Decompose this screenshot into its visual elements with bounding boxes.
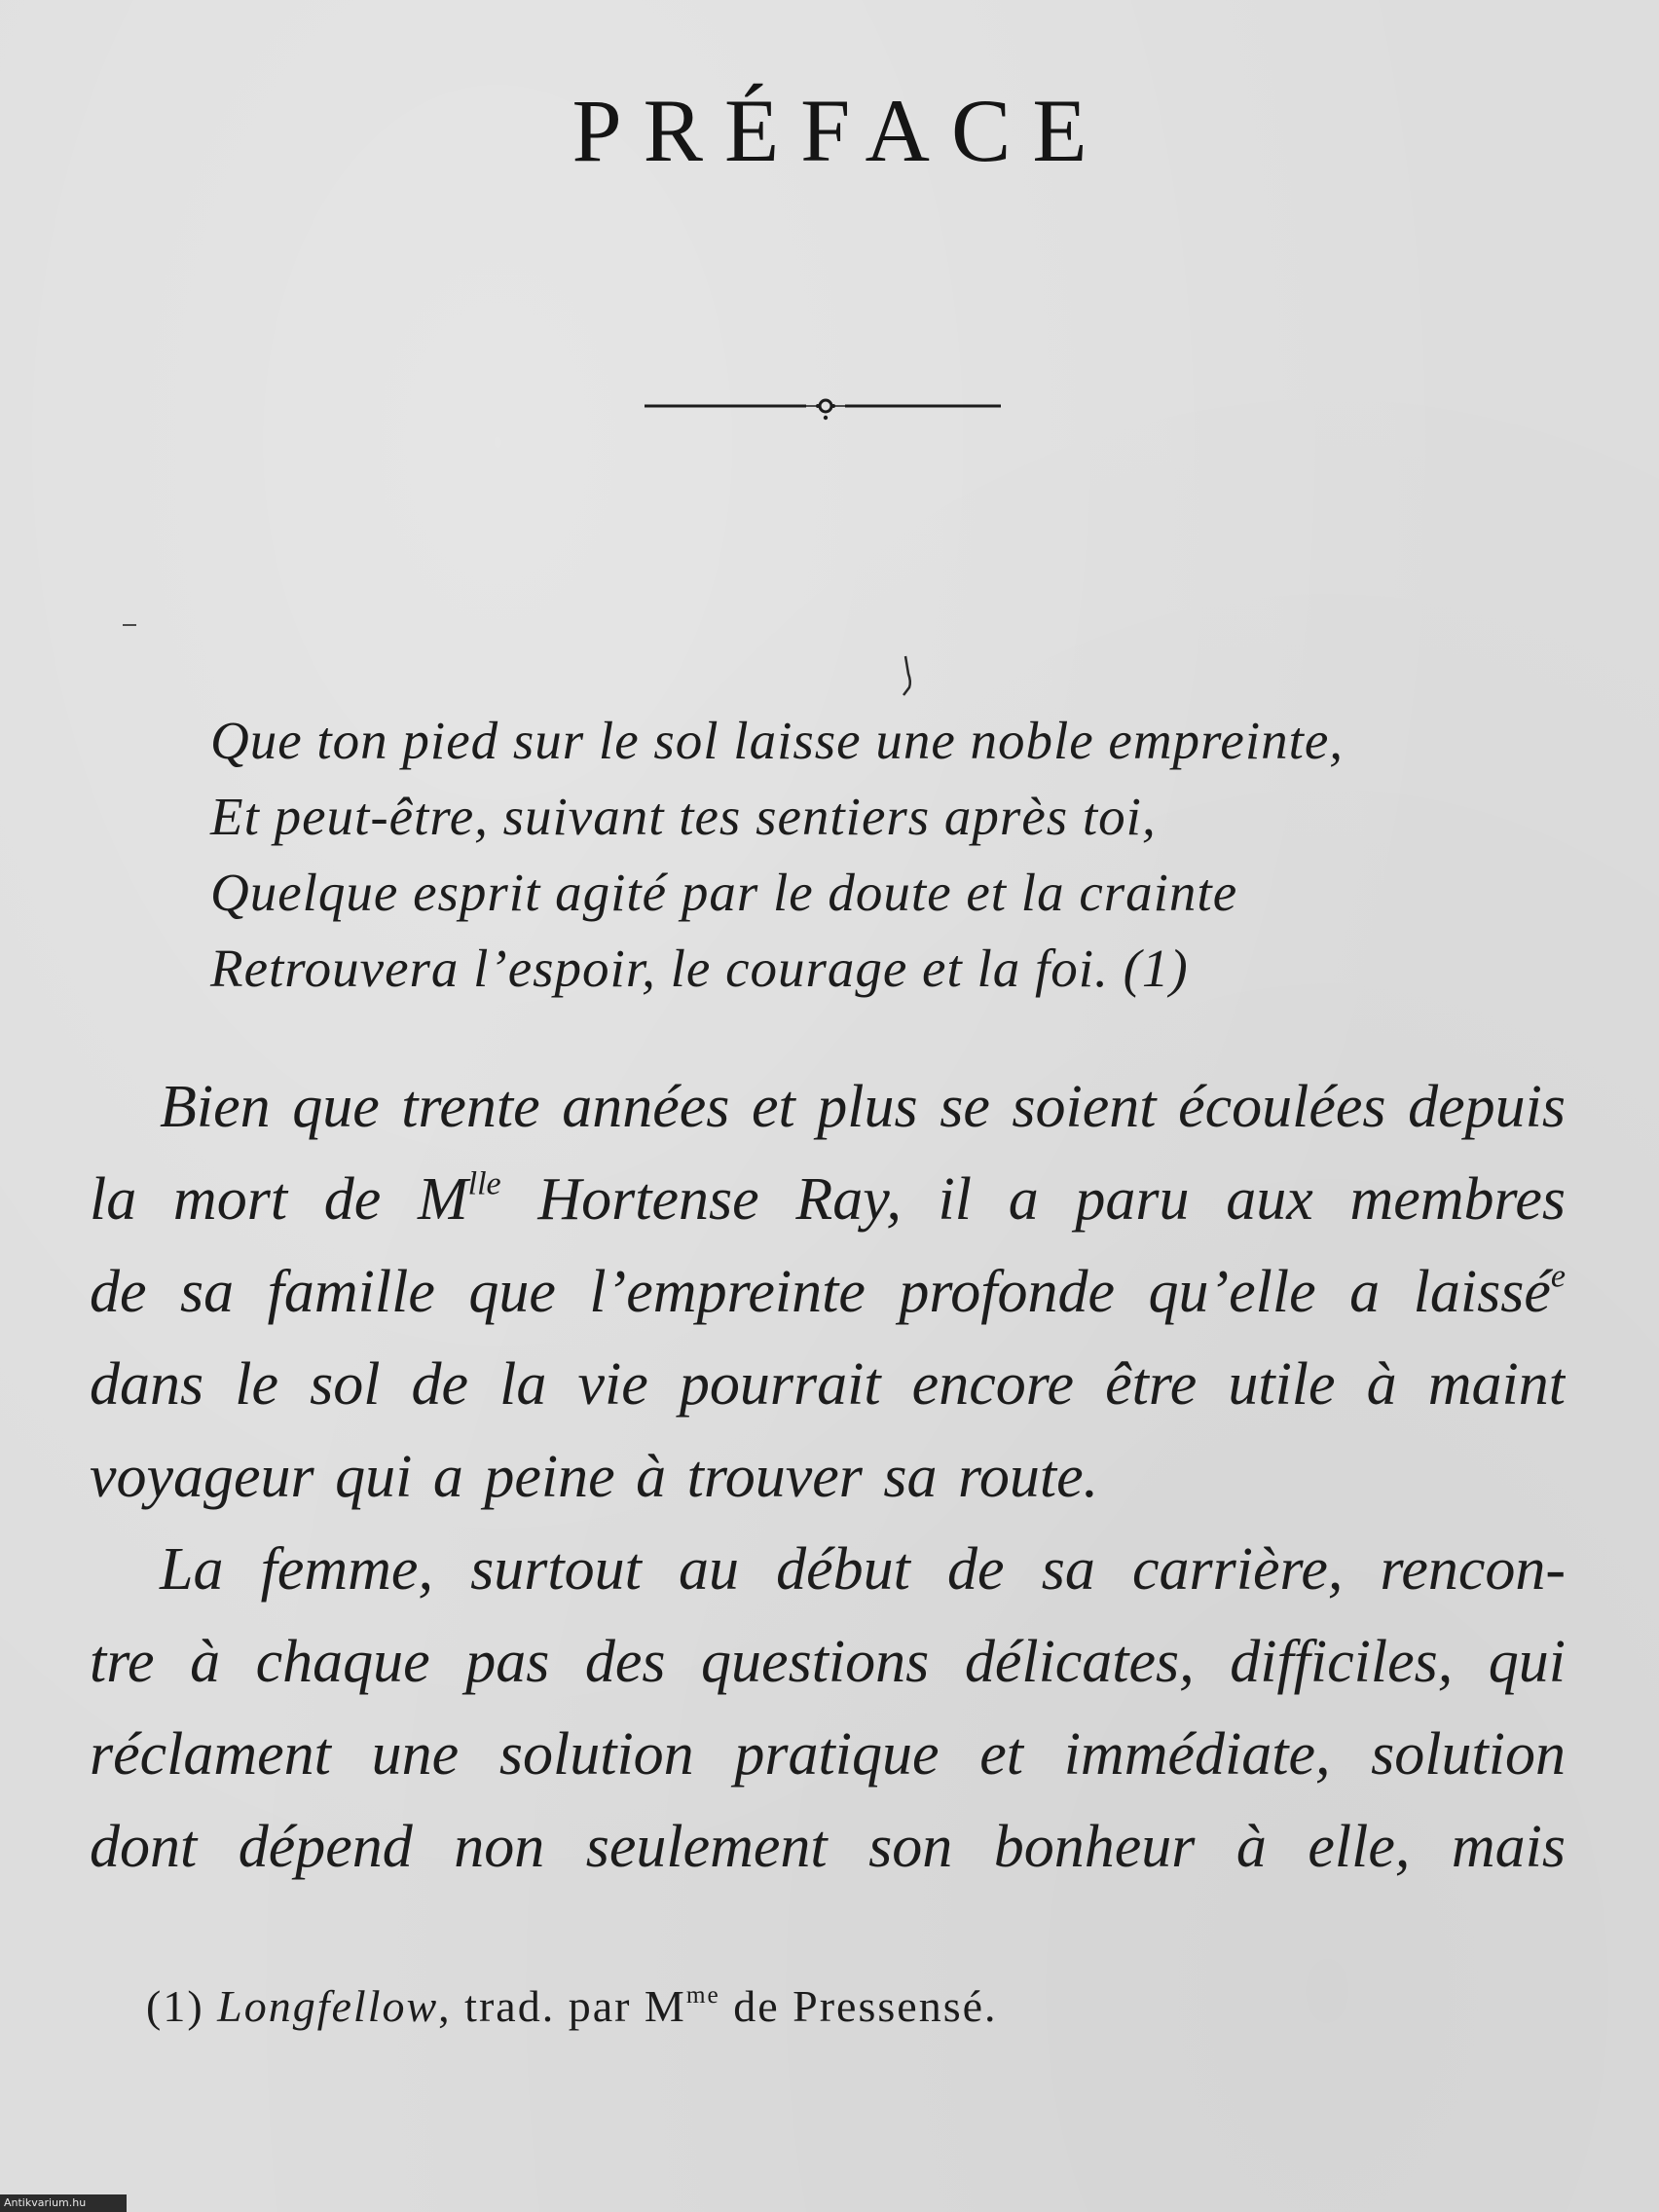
verse-line: Que ton pied sur le sol laisse une noble empreinte, — [210, 711, 1345, 770]
stray-mark — [900, 652, 917, 699]
paragraph-1-line — [90, 1246, 1566, 1339]
footnote — [146, 1980, 998, 2032]
paragraph-1-line: Bien que trente années et plus se soient écoulées depuis — [160, 1074, 1566, 1140]
paragraph-2-line: La femme, surtout au début de sa carrière, rencon- — [160, 1536, 1566, 1603]
footnote-text: de Pressensé. — [719, 1981, 998, 2031]
paragraph-1-line — [90, 1154, 1566, 1246]
footnote-marker: (1) — [146, 1981, 204, 2031]
footnote-text: , trad. par M — [438, 1981, 686, 2031]
paragraph-1-text: la mort de M — [90, 1166, 468, 1233]
verse-epigraph — [210, 703, 1476, 1007]
verse-line: Et peut-être, suivant tes sentiers après toi, — [210, 787, 1157, 846]
paragraph-1-line: voyageur qui a peine à trouver sa route. — [90, 1444, 1099, 1510]
paragraph-1-line: dans le sol de la vie pourrait encore être utile à maint — [90, 1351, 1566, 1418]
paragraph-2-line: tre à chaque pas des questions délicates, difficiles, qui — [90, 1629, 1566, 1695]
stray-mark-dash — [123, 624, 136, 626]
superscript-letter: e — [1550, 1258, 1566, 1295]
footnote-author: Longfellow — [217, 1981, 439, 2031]
paragraph-1-text: de sa famille que l’empreinte profonde qu’elle a laissé — [90, 1259, 1551, 1325]
prose-body — [90, 1061, 1566, 1894]
verse-line: Retrouvera l’espoir, le courage et la foi. (1) — [210, 939, 1189, 998]
superscript-abbrev: me — [685, 1981, 720, 2009]
ornament-divider — [643, 389, 1003, 428]
watermark: Antikvarium.hu — [0, 2194, 127, 2212]
paragraph-2-line: réclament une solution pratique et immédiate, solution — [90, 1721, 1566, 1788]
verse-line: Quelque esprit agité par le doute et la crainte — [210, 863, 1238, 922]
superscript-abbrev: lle — [467, 1165, 501, 1202]
paragraph-2-line: dont dépend non seulement son bonheur à elle, mais — [90, 1814, 1566, 1880]
paragraph-1-text: Hortense Ray, il a paru aux membres — [500, 1166, 1566, 1233]
page-title: PRÉFACE — [571, 81, 1109, 180]
